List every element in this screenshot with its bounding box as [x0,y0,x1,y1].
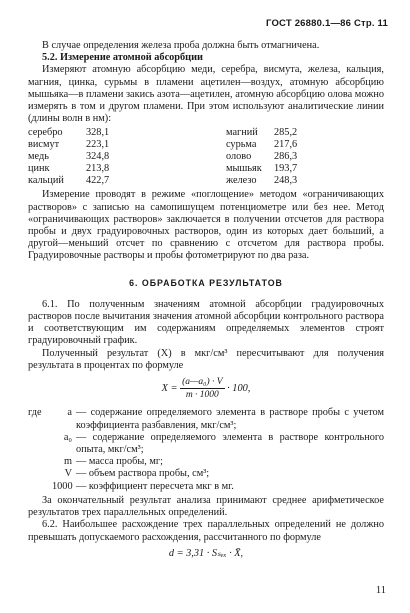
element-name: олово [226,151,252,163]
wavelength-value: 285,2 [274,127,298,139]
wavelength-value: 328,1 [86,127,110,139]
wavelength-value: 217,6 [274,139,298,151]
definition-text: — содержание определяемого элемента в растворе пробы с учетом коэффициента разбавления, мкг/см³; [76,407,384,431]
definition-symbol: a₀ [63,431,72,443]
definition-text: — коэффициент пересчета мкг в мг. [76,480,234,492]
paragraph-final-result: За окончательный результат анализа принимают среднее арифметическое результатов трех параллельных определений. [28,494,384,519]
element-name: железо [226,175,257,187]
definition-symbol: a [67,407,72,419]
element-name: висмут [28,139,60,151]
definition-row [28,456,384,468]
definition-text: — масса пробы, мг; [76,456,164,468]
element-name: серебро [28,127,63,139]
formula-rhs: · 100, [227,383,251,395]
page-number: 11 [375,584,386,596]
wavelength-row [28,139,297,151]
paragraph-mode: Измерение проводят в режиме «поглощение» методом «ограничивающих растворов» с записью на самопишущем потенциометре или без нее. Метод «ограничивающих растворов» заключается в получении отсчетов для раствора пробы и двух градуировочных растворов, один из которых дает больший, а другой—меньший отсчет по сравнению с отсчетом для раствора пробы. Градуировочные растворы и пробы фотометрируют по два раза. [28,189,384,262]
wavelength-value: 286,3 [274,151,298,163]
element-name: мышьяк [226,163,262,175]
formula-lhs: X = [161,383,178,395]
element-name: кальций [28,175,64,187]
definitions-list [28,407,384,492]
element-name: медь [28,151,49,163]
formula-fraction [180,376,225,401]
wavelength-value: 193,7 [274,163,298,175]
formula-denominator: m · 1000 [185,390,219,401]
wavelength-value: 324,8 [86,151,110,163]
wavelength-table [28,127,297,187]
definition-row [28,481,384,493]
paragraph-6-1: 6.1. По полученным значениям атомной абсорбции градуировочных растворов после вычитания значения атомной абсорбции контрольного раствора и соответствующим им содержаниям определяемых элементов строят градуировочный график. [28,298,384,347]
page-header: ГОСТ 26880.1—86 Стр. 11 [265,18,388,29]
paragraph-magnetize: В случае определения железа проба должна быть отмагничена. [42,40,320,51]
definition-text: — объем раствора пробы, см³; [76,468,210,480]
section-title-6: 6. ОБРАБОТКА РЕЗУЛЬТАТОВ [129,277,283,288]
wavelength-row [28,151,297,163]
definition-row [28,432,384,456]
paragraph-measure: Измеряют атомную абсорбцию меди, серебра, висмута, железа, кальция, магния, цинка, сурьмы в пламени ацетилен—воздух, атомную абсорбцию мышьяка—в пламени закись азота—ацетилен, атомную абсорбцию олова можно измерять в том и другом пламени. При этом используют аналитические линии (длины волн в нм): [28,64,384,125]
formula-numerator: (a—a₀) · V [180,376,225,389]
wavelength-value: 213,8 [86,163,110,175]
heading-5-2: 5.2. Измерение атомной абсорбции [42,52,203,64]
element-name: цинк [28,163,50,175]
wavelength-value: 248,3 [274,175,298,187]
definition-row [28,407,384,431]
formula-x [28,376,384,401]
definition-text: — содержание определяемого элемента в растворе контрольного опыта, мкг/см³; [76,431,384,456]
element-name: магний [226,127,258,139]
definition-symbol: 1000 [52,480,73,492]
paragraph-6-2: 6.2. Наибольшее расхождение трех параллельных определений не должно превышать допускаемого расхождения, рассчитанного по формуле [28,519,384,543]
definition-row [28,468,384,480]
wavelength-value: 422,7 [86,175,110,187]
wavelength-row [28,163,297,175]
wavelength-row [28,175,297,187]
where-word: где [28,407,42,419]
wavelength-row [28,127,297,139]
formula-d: d = 3,31 · Sₛₑₓ · X̄, [168,547,244,559]
page-content [28,40,384,566]
definition-symbol: m [63,456,72,468]
definition-symbol: V [64,468,72,480]
paragraph-result: Полученный результат (X) в мкг/см³ пересчитывают для получения результата в процентах по формуле [28,347,384,371]
wavelength-value: 223,1 [86,139,110,151]
element-name: сурьма [226,139,257,151]
